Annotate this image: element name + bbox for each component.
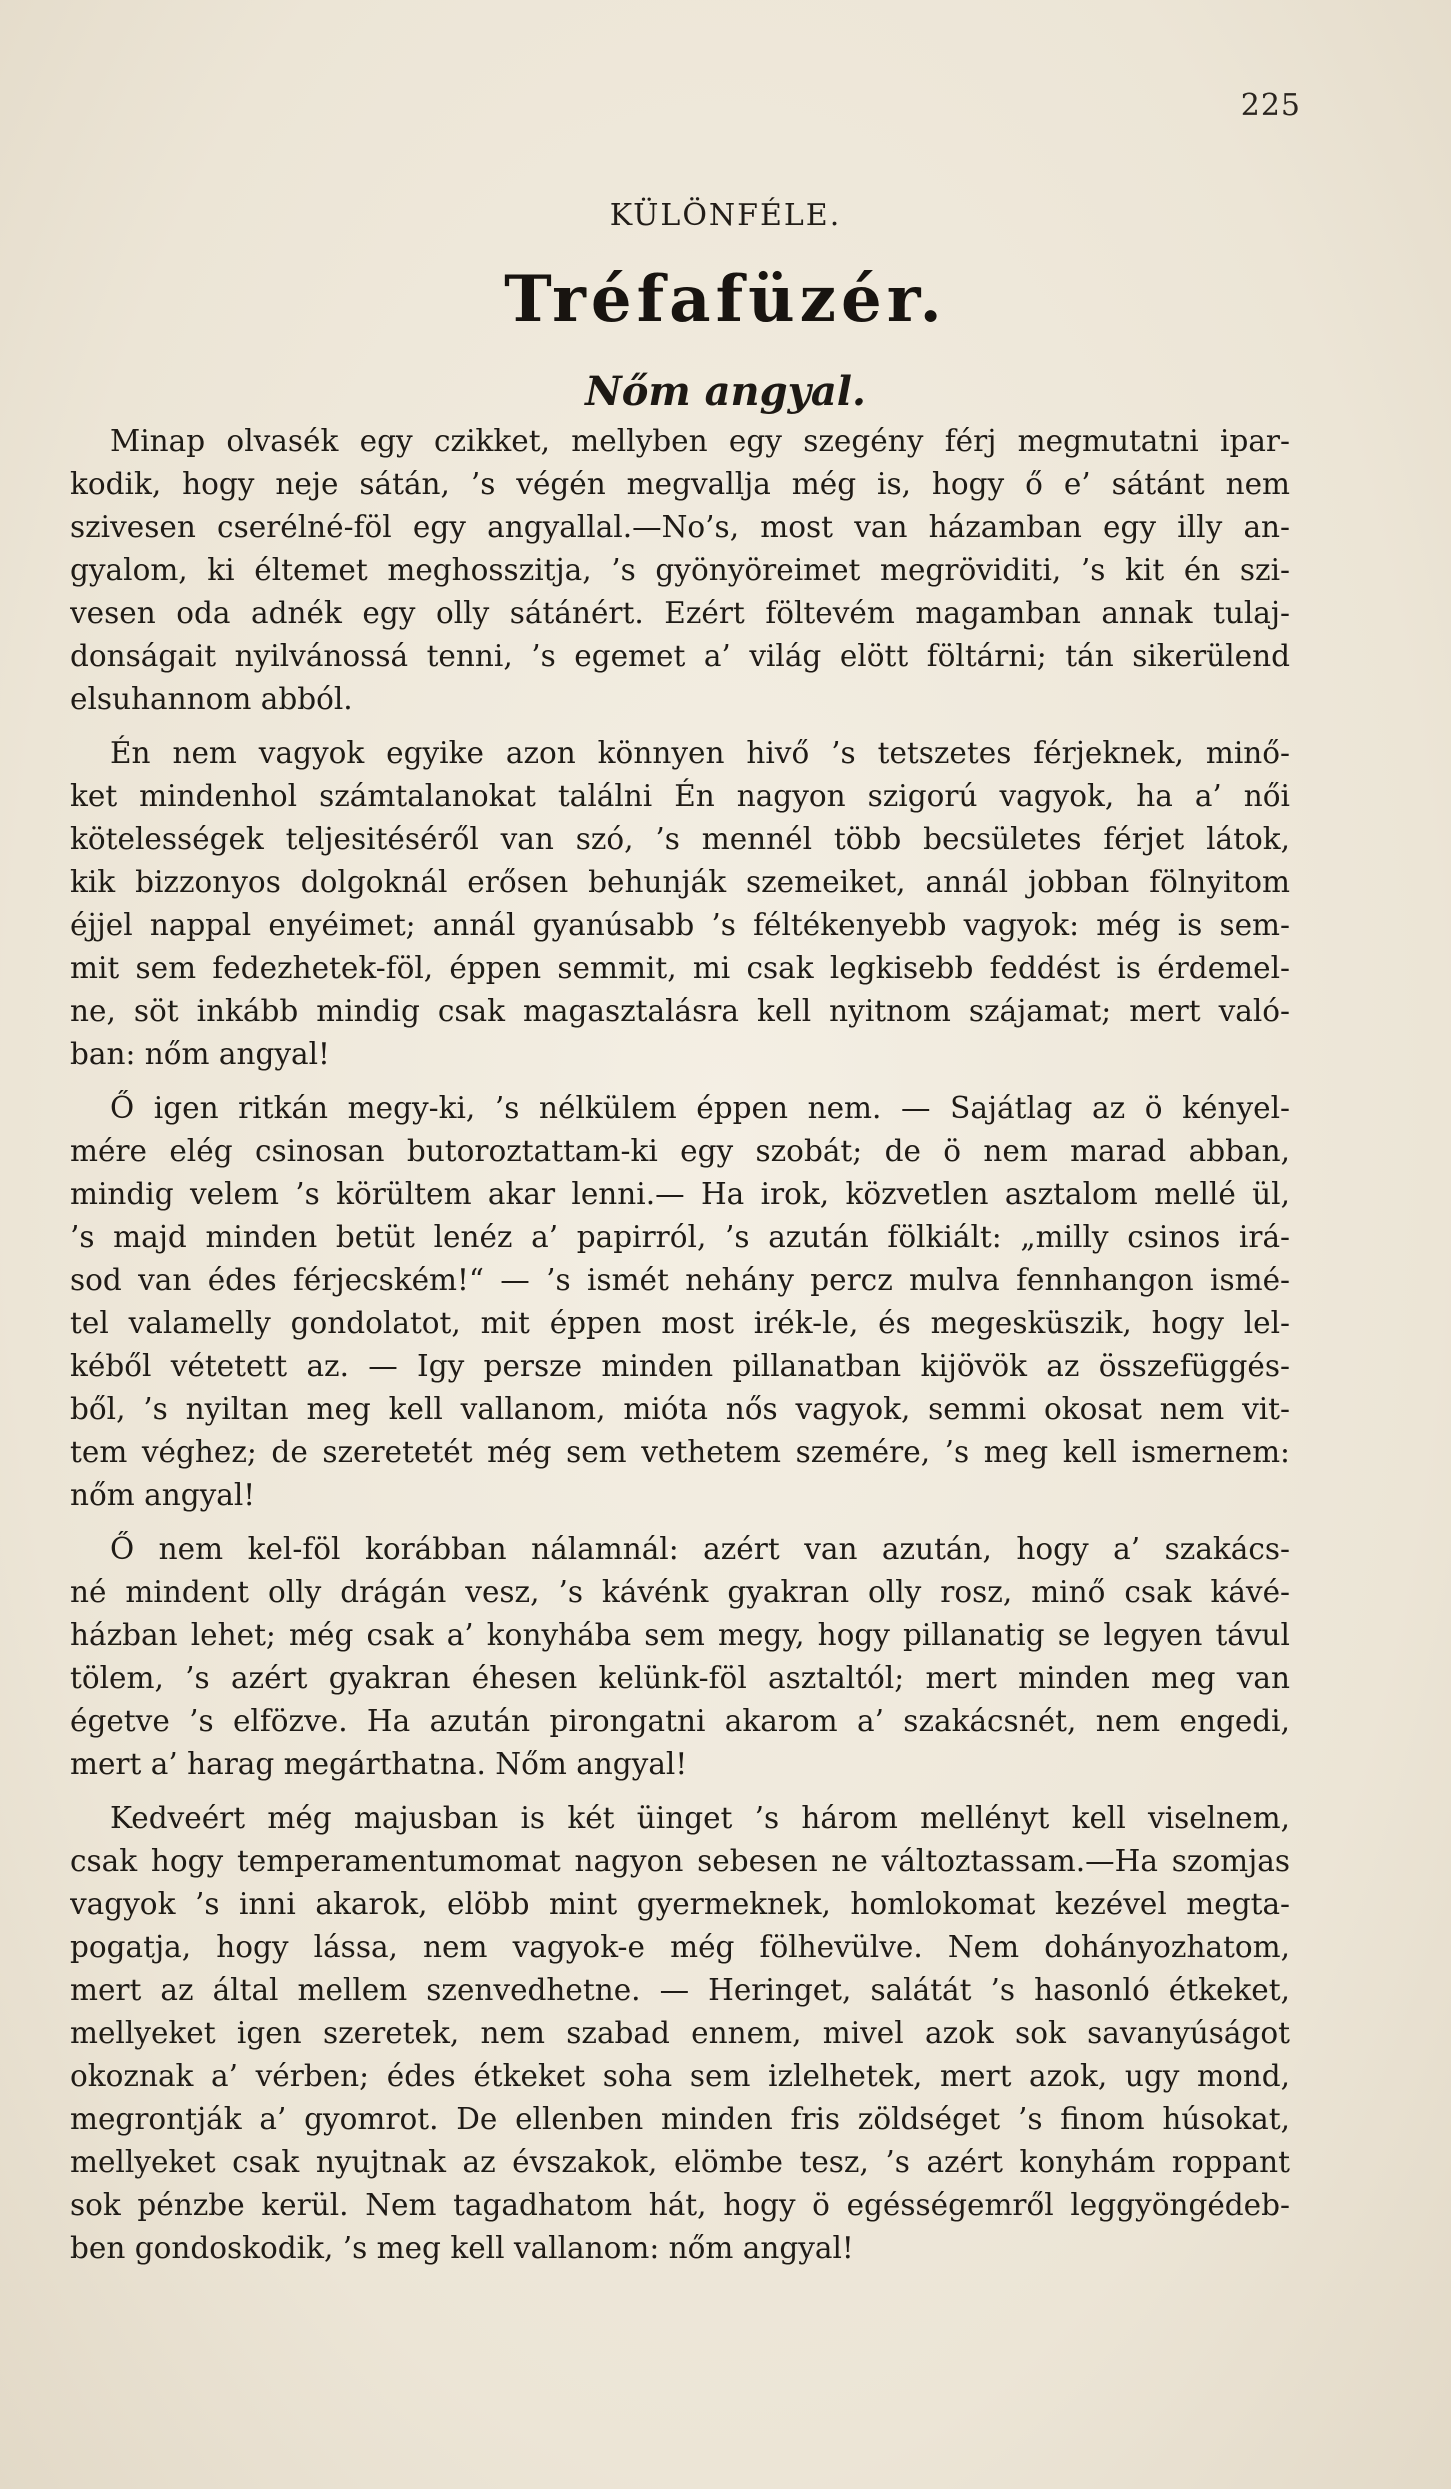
text-line: mére elég csinosan butoroztattam-ki egy szobát; de ö nem marad abban, xyxy=(70,1134,1290,1168)
text-line: mellyeket igen szeretek, nem szabad ennem, mivel azok sok savanyúságot xyxy=(70,2016,1290,2050)
text-line: Minap olvasék egy czikket, mellyben egy szegény férj megmutatni ipar- xyxy=(110,424,1290,458)
text-line: kéből vétetett az. — Igy persze minden pillanatban kijövök az összefüggés- xyxy=(70,1349,1290,1383)
text-line: mert a’ harag megárthatna. Nőm angyal! xyxy=(70,1747,688,1781)
text-line: ből, ’s nyiltan meg kell vallanom, mióta nős vagyok, semmi okosat nem vit- xyxy=(70,1392,1290,1426)
text-line: mindig velem ’s körültem akar lenni.— Ha irok, közvetlen asztalom mellé ül, xyxy=(70,1177,1290,1211)
text-line: okoznak a’ vérben; édes étkeket soha sem izlelhetek, mert azok, ugy mond, xyxy=(70,2059,1290,2093)
text-line: ’s majd minden betüt lenéz a’ papirról, ’s azután fölkiált: „milly csinos irá- xyxy=(70,1220,1290,1254)
paragraph xyxy=(70,420,1290,721)
paragraph xyxy=(70,1797,1290,2270)
text-line: éjjel nappal enyéimet; annál gyanúsabb ’s féltékenyebb vagyok: még is sem- xyxy=(70,908,1290,942)
text-line: tölem, ’s azért gyakran éhesen kelünk-föl asztaltól; mert minden meg van xyxy=(70,1661,1290,1695)
text-line: sok pénzbe kerül. Nem tagadhatom hát, hogy ö egésségemről leggyöngédeb- xyxy=(70,2188,1290,2222)
paragraph xyxy=(70,1528,1290,1786)
text-line: né mindent olly drágán vesz, ’s kávénk gyakran olly rosz, minő csak kávé- xyxy=(70,1575,1290,1609)
page-number: 225 xyxy=(1240,88,1301,123)
text-line: mellyeket csak nyujtnak az évszakok, elömbe tesz, ’s azért konyhám roppant xyxy=(70,2145,1290,2179)
text-line: mit sem fedezhetek-föl, éppen semmit, mi csak legkisebb feddést is érdemel- xyxy=(70,951,1290,985)
text-line: ne, söt inkább mindig csak magasztalásra kell nyitnom szájamat; mert való- xyxy=(70,994,1290,1028)
text-line: tel valamelly gondolatot, mit éppen most irék-le, és megesküszik, hogy lel- xyxy=(70,1306,1290,1340)
text-line: kodik, hogy neje sátán, ’s végén megvallja még is, hogy ő e’ sátánt nem xyxy=(70,467,1290,501)
text-line: Ő nem kel-föl korábban nálamnál: azért van azután, hogy a’ szakács- xyxy=(110,1532,1290,1566)
paragraph xyxy=(70,1087,1290,1517)
text-line: ben gondoskodik, ’s meg kell vallanom: nőm angyal! xyxy=(70,2231,854,2265)
paragraph xyxy=(70,732,1290,1076)
text-line: ket mindenhol számtalanokat találni Én nagyon szigorú vagyok, ha a’ női xyxy=(70,779,1290,813)
text-line: Én nem vagyok egyike azon könnyen hivő ’s tetszetes férjeknek, minő- xyxy=(110,736,1290,770)
text-line: házban lehet; még csak a’ konyhába sem megy, hogy pillanatig se legyen távul xyxy=(70,1618,1290,1652)
text-line: nőm angyal! xyxy=(70,1478,256,1512)
text-line: sod van édes férjecském!“ — ’s ismét nehány percz mulva fennhangon ismé- xyxy=(70,1263,1290,1297)
text-line: csak hogy temperamentumomat nagyon sebesen ne változtassam.—Ha szomjas xyxy=(70,1844,1290,1878)
text-line: égetve ’s elfözve. Ha azután pirongatni akarom a’ szakácsnét, nem engedi, xyxy=(70,1704,1290,1738)
text-line: kik bizzonyos dolgoknál erősen behunják szemeiket, annál jobban fölnyitom xyxy=(70,865,1290,899)
text-line: pogatja, hogy lássa, nem vagyok-e még fölhevülve. Nem dohányozhatom, xyxy=(70,1930,1290,1964)
text-line: mert az által mellem szenvedhetne. — Heringet, salátát ’s hasonló étkeket, xyxy=(70,1973,1290,2007)
text-line: ban: nőm angyal! xyxy=(70,1037,330,1071)
text-line: tem véghez; de szeretetét még sem vethetem szemére, ’s meg kell ismernem: xyxy=(70,1435,1290,1469)
article-subtitle: Nőm angyal. xyxy=(585,368,866,415)
text-line: Ő igen ritkán megy-ki, ’s nélkülem éppen nem. — Sajátlag az ö kényel- xyxy=(110,1091,1290,1125)
text-line: megrontják a’ gyomrot. De ellenben minden fris zöldséget ’s finom húsokat, xyxy=(70,2102,1290,2136)
text-line: elsuhannom abból. xyxy=(70,682,353,716)
main-title: Tréfafüzér. xyxy=(504,262,947,337)
text-line: kötelességek teljesitéséről van szó, ’s mennél több becsületes férjet látok, xyxy=(70,822,1290,856)
text-line: Kedveért még majusban is két üinget ’s három mellényt kell viselnem, xyxy=(110,1801,1290,1835)
article-body xyxy=(70,420,1290,2270)
text-line: szivesen cserélné-föl egy angyallal.—No’s, most van házamban egy illy an- xyxy=(70,510,1290,544)
text-line: vesen oda adnék egy olly sátánért. Ezért föltevém magamban annak tulaj- xyxy=(70,596,1290,630)
text-line: gyalom, ki éltemet meghosszitja, ’s gyönyöreimet megröviditi, ’s kit én szi- xyxy=(70,553,1290,587)
section-title: KÜLÖNFÉLE. xyxy=(609,198,842,233)
text-line: donságait nyilvánossá tenni, ’s egemet a’ világ elött föltárni; tán sikerülend xyxy=(70,639,1290,673)
text-line: vagyok ’s inni akarok, elöbb mint gyermeknek, homlokomat kezével megta- xyxy=(70,1887,1290,1921)
